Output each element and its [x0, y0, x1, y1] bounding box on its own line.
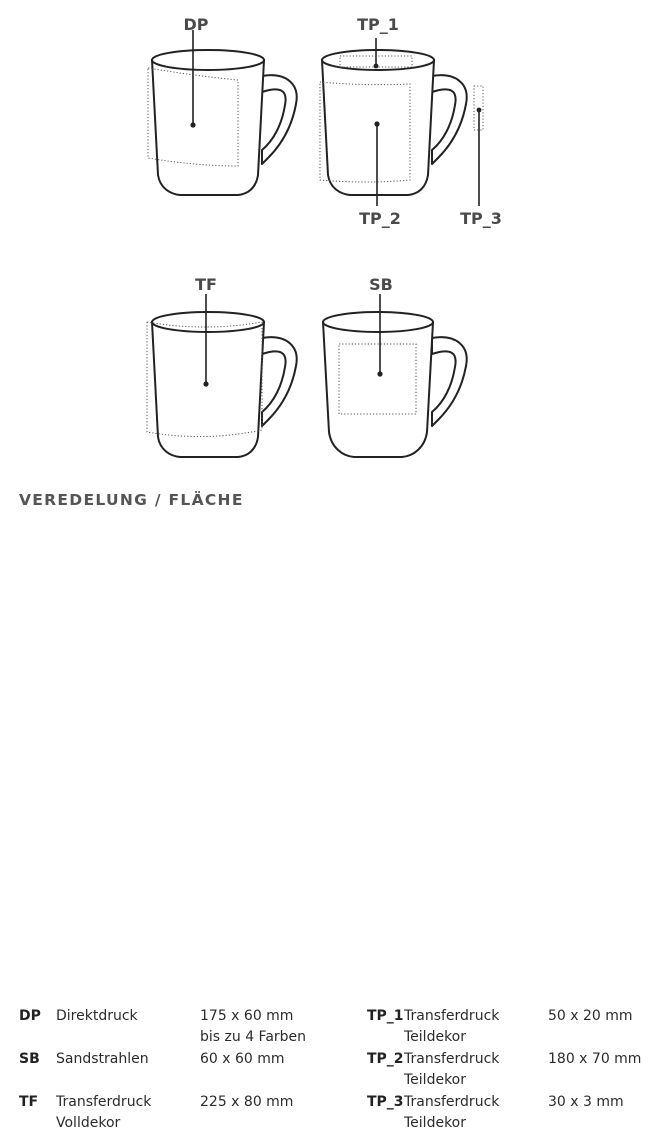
label-tp2: TP_2	[359, 209, 401, 228]
legend-size-tp2: 180 x 70 mm	[548, 1051, 642, 1067]
legend-code-dp: DP	[19, 1008, 41, 1024]
label-tp3: TP_3	[460, 209, 502, 228]
legend-name-dp: Direktdruck	[56, 1008, 138, 1024]
legend-name-tp2: Transferdruck	[404, 1051, 500, 1067]
legend-name-tp1: Transferdruck	[404, 1008, 500, 1024]
mug-tf	[147, 312, 297, 457]
legend-size-dp: 175 x 60 mm	[200, 1008, 294, 1024]
legend-code-tf: TF	[19, 1094, 39, 1110]
legend-size-tp3: 30 x 3 mm	[548, 1094, 624, 1110]
label-sb: SB	[369, 275, 393, 294]
legend-code-tp3: TP_3	[367, 1094, 404, 1110]
label-dp: DP	[183, 15, 209, 34]
legend-title: VEREDELUNG / FLÄCHE	[19, 491, 244, 509]
legend-name-sb: Sandstrahlen	[56, 1051, 149, 1067]
legend-code-tp2: TP_2	[367, 1051, 404, 1067]
legend-size-dp-note: bis zu 4 Farben	[200, 1029, 307, 1045]
legend-name-tp3-2: Teildekor	[404, 1115, 466, 1131]
legend-code-tp1: TP_1	[367, 1008, 404, 1024]
label-tf: TF	[195, 275, 217, 294]
legend-name-tf: Transferdruck	[56, 1094, 152, 1110]
legend-table	[0, 480, 650, 1131]
legend-size-tp1: 50 x 20 mm	[548, 1008, 633, 1024]
mug-tp	[320, 50, 483, 195]
label-tp1: TP_1	[357, 15, 399, 34]
legend-name-tp1-2: Teildekor	[404, 1029, 466, 1045]
legend-size-sb: 60 x 60 mm	[200, 1051, 285, 1067]
mug-sb	[323, 312, 467, 457]
mug-dp	[148, 50, 297, 195]
legend-code-sb: SB	[19, 1051, 40, 1067]
legend-name-tp2-2: Teildekor	[404, 1072, 466, 1088]
legend-name-tf-2: Volldekor	[56, 1115, 121, 1131]
mug-print-area-diagram	[0, 0, 650, 480]
legend-size-tf: 225 x 80 mm	[200, 1094, 294, 1110]
legend-name-tp3: Transferdruck	[404, 1094, 500, 1110]
